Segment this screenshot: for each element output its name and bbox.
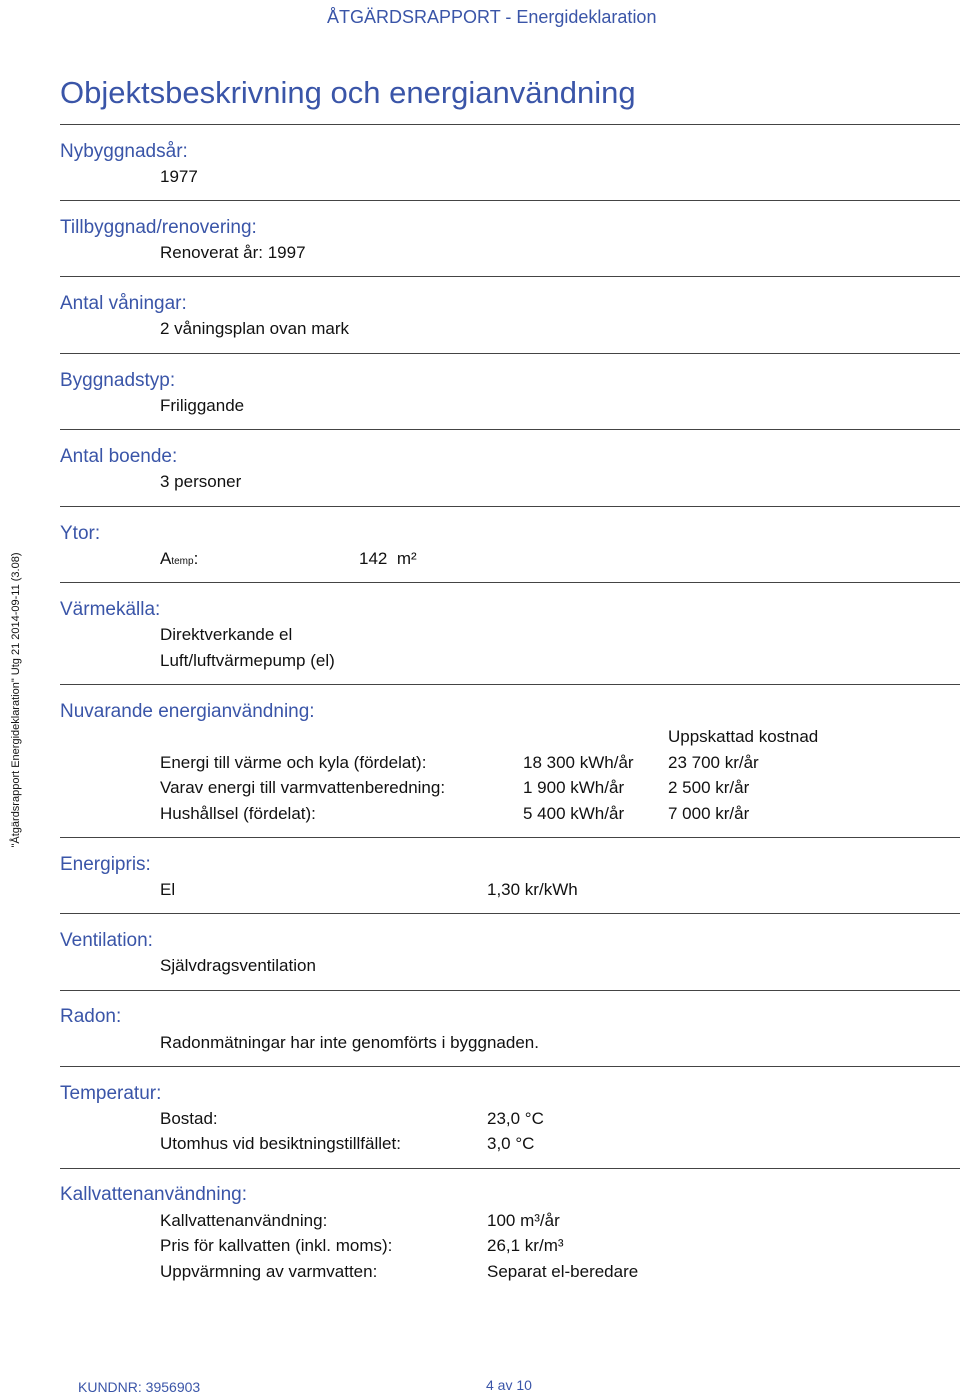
atemp-value	[359, 549, 417, 569]
atemp-subscript: temp	[171, 556, 194, 567]
section-label-temperatur: Temperatur:	[60, 1083, 162, 1104]
section-value-vaningar: 2 våningsplan ovan mark	[160, 319, 350, 338]
temperature-row-name: Utomhus vid besiktningstillfället:	[160, 1134, 401, 1153]
divider	[60, 837, 960, 838]
section-value-ventilation: Självdragsventilation	[160, 956, 316, 975]
energy-row-energy: 18 300 kWh/år	[523, 753, 634, 772]
energy-row-cost: 23 700 kr/år	[668, 753, 759, 772]
section-label-varmekalla: Värmekälla:	[60, 599, 161, 620]
section-value-boende: 3 personer	[160, 472, 242, 491]
page-title: Objektsbeskrivning och energianvändning	[60, 75, 636, 110]
atemp-letter: A	[160, 549, 172, 568]
divider	[60, 1066, 960, 1067]
energy-row-energy: 5 400 kWh/år	[523, 804, 625, 823]
atemp-label	[160, 549, 198, 569]
divider	[60, 429, 960, 430]
divider	[60, 506, 960, 507]
water-row-name: Pris för kallvatten (inkl. moms):	[160, 1236, 393, 1255]
divider	[60, 913, 960, 914]
energy-price-value: 1,30 kr/kWh	[487, 880, 578, 899]
section-label-byggnadstyp: Byggnadstyp:	[60, 370, 176, 391]
section-label-radon: Radon:	[60, 1006, 122, 1027]
atemp-number: 142	[359, 549, 388, 568]
water-row-value: 100 m³/år	[487, 1211, 560, 1230]
section-value-nybyggnadsar: 1977	[160, 167, 198, 186]
heat-source-item: Luft/luftvärmepump (el)	[160, 651, 335, 670]
side-version-text: "Åtgärdsrapport Energideklaration" Utg 21 2014-09-11 (3.08)	[10, 552, 22, 848]
energy-row-name: Energi till värme och kyla (fördelat):	[160, 753, 427, 772]
water-row-name: Kallvattenanvändning:	[160, 1211, 328, 1230]
report-header-title: ÅTGÄRDSRAPPORT - Energideklaration	[327, 7, 657, 27]
divider	[60, 990, 960, 991]
temperature-row-value: 23,0 °C	[487, 1109, 544, 1128]
energy-row-cost: 7 000 kr/år	[668, 804, 750, 823]
section-label-energianvandning: Nuvarande energianvändning:	[60, 701, 315, 722]
section-label-energipris: Energipris:	[60, 854, 151, 875]
heat-source-item: Direktverkande el	[160, 625, 293, 644]
energy-row-name: Varav energi till varmvattenberedning:	[160, 778, 446, 797]
section-label-kallvatten: Kallvattenanvändning:	[60, 1184, 247, 1205]
section-label-tillbyggnad: Tillbyggnad/renovering:	[60, 217, 257, 238]
section-label-ytor: Ytor:	[60, 523, 101, 544]
cost-column-header: Uppskattad kostnad	[668, 727, 819, 746]
section-label-ventilation: Ventilation:	[60, 930, 153, 951]
temperature-row-value: 3,0 °C	[487, 1134, 535, 1153]
atemp-colon: :	[193, 549, 199, 568]
water-row-name: Uppvärmning av varmvatten:	[160, 1262, 378, 1281]
divider	[60, 276, 960, 277]
energy-row-name: Hushållsel (fördelat):	[160, 804, 316, 823]
water-row-value: 26,1 kr/m³	[487, 1236, 564, 1255]
divider	[60, 200, 960, 201]
divider	[60, 353, 960, 354]
energy-row-cost: 2 500 kr/år	[668, 778, 750, 797]
divider	[60, 124, 960, 125]
section-value-radon: Radonmätningar har inte genomförts i byggnaden.	[160, 1033, 539, 1052]
energy-price-name: El	[160, 880, 176, 899]
divider	[60, 684, 960, 685]
water-row-value: Separat el-beredare	[487, 1262, 639, 1281]
section-label-nybyggnadsar: Nybyggnadsår:	[60, 141, 188, 162]
divider	[60, 582, 960, 583]
divider	[60, 1168, 960, 1169]
atemp-unit: m²	[396, 549, 417, 568]
section-label-boende: Antal boende:	[60, 446, 178, 467]
section-label-vaningar: Antal våningar:	[60, 293, 187, 314]
section-value-tillbyggnad: Renoverat år: 1997	[160, 243, 306, 262]
section-value-byggnadstyp: Friliggande	[160, 396, 245, 415]
footer-page-number: 4 av 10	[486, 1377, 532, 1393]
energy-row-energy: 1 900 kWh/år	[523, 778, 625, 797]
temperature-row-name: Bostad:	[160, 1109, 218, 1128]
footer-kundnr: KUNDNR: 3956903	[78, 1379, 201, 1395]
